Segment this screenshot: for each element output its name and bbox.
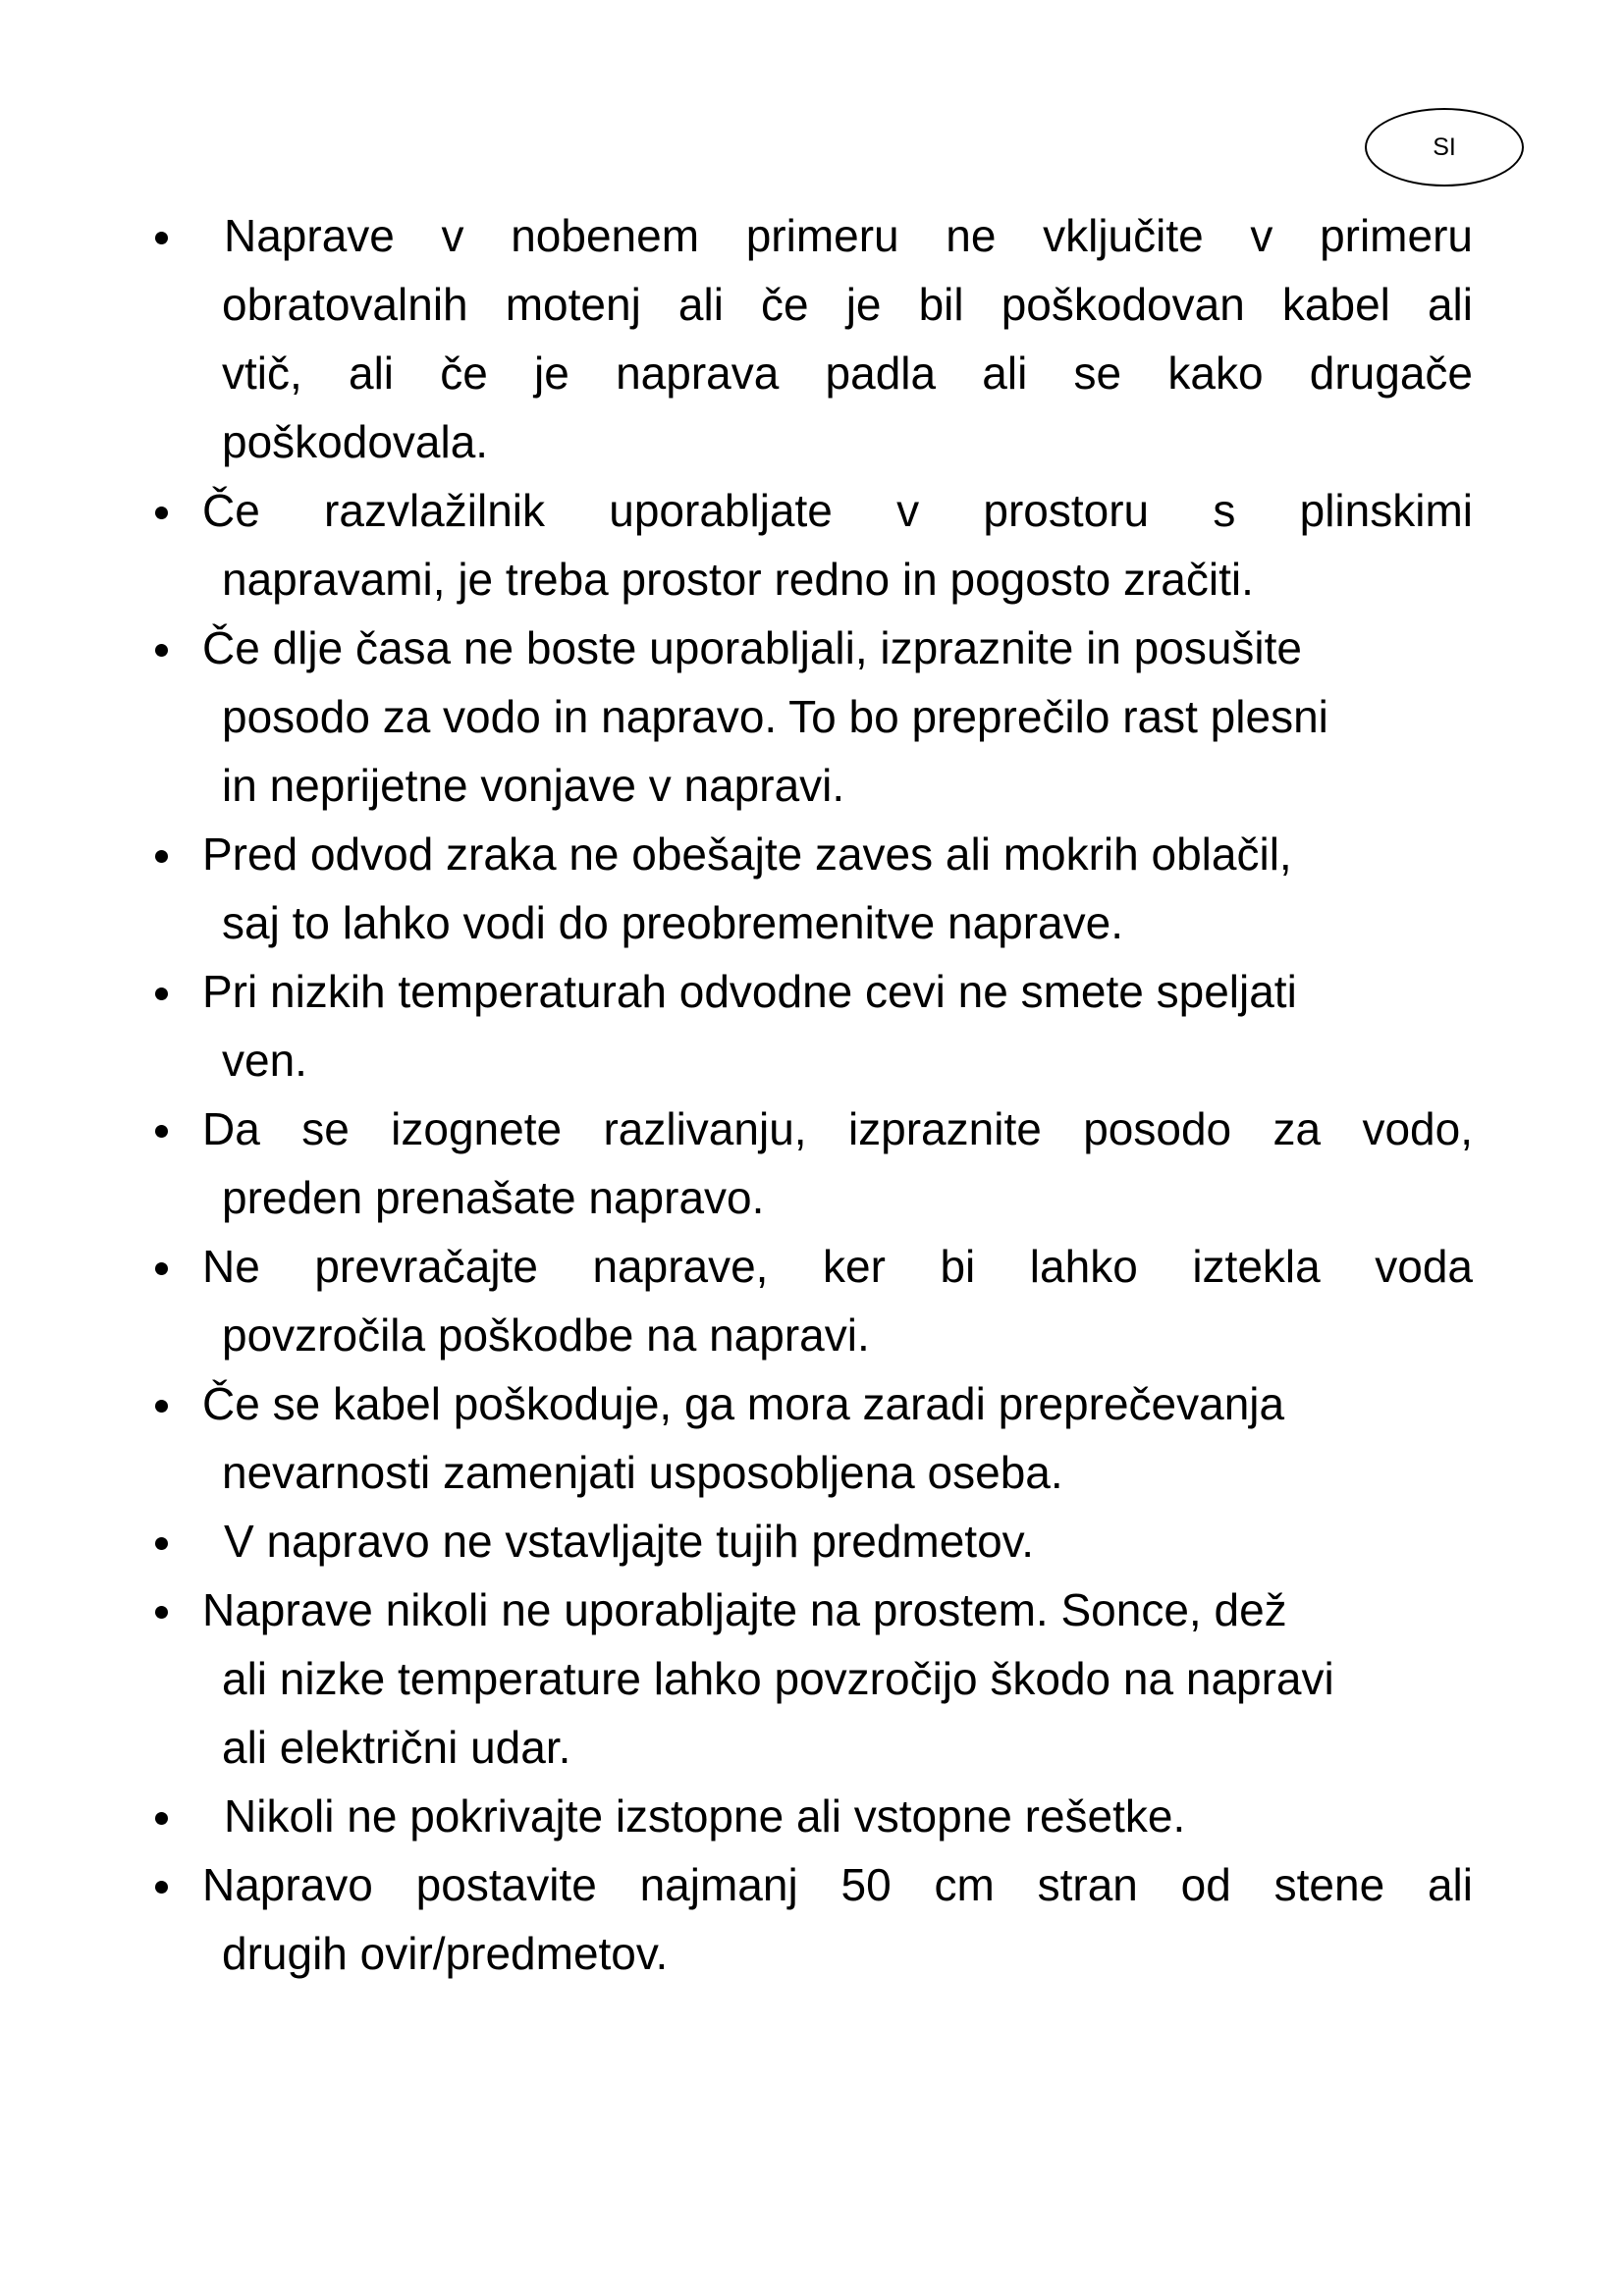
bullet-icon	[155, 850, 168, 863]
list-item-line: obratovalnih motenj ali če je bil poškodovan kabel ali	[222, 279, 1473, 330]
bullet-icon	[155, 1400, 168, 1413]
list-item-line: Če dlje časa ne boste uporabljali, izpraznite in posušite	[202, 622, 1302, 673]
list-item-line: Pred odvod zraka ne obešajte zaves ali mokrih oblačil,	[202, 828, 1292, 880]
bullet-icon	[155, 1812, 168, 1825]
list-item-line: ali električni udar.	[222, 1722, 571, 1773]
list-item-line: Če razvlažilnik uporabljate v prostoru s plinskimi	[202, 485, 1473, 536]
list-item-line: preden prenašate napravo.	[222, 1172, 765, 1223]
list-item-line: poškodovala.	[222, 416, 489, 467]
list-item-line: Pri nizkih temperaturah odvodne cevi ne smete speljati	[202, 966, 1297, 1017]
bullet-icon	[155, 1262, 168, 1275]
list-item-line: drugih ovir/predmetov.	[222, 1928, 669, 1979]
list-item-line: posodo za vodo in napravo. To bo preprečilo rast plesni	[222, 691, 1328, 742]
bullet-icon	[155, 1125, 168, 1138]
list-item-line: ali nizke temperature lahko povzročijo škodo na napravi	[222, 1653, 1334, 1704]
bullet-icon	[155, 1537, 168, 1550]
bullet-icon	[155, 1606, 168, 1619]
list-item-line: napravami, je treba prostor redno in pogosto zračiti.	[222, 554, 1254, 605]
bullet-icon	[155, 507, 168, 519]
list-item-line: Ne prevračajte naprave, ker bi lahko iztekla voda	[202, 1241, 1473, 1292]
list-item-line: ven.	[222, 1035, 307, 1086]
list-item-line: Če se kabel poškoduje, ga mora zaradi preprečevanja	[202, 1378, 1285, 1429]
list-item-line: saj to lahko vodi do preobremenitve naprave.	[222, 897, 1124, 948]
list-item-line: povzročila poškodbe na napravi.	[222, 1309, 870, 1361]
list-item-line: Nikoli ne pokrivajte izstopne ali vstopne rešetke.	[224, 1790, 1186, 1842]
list-item-line: Da se izognete razlivanju, izpraznite posodo za vodo,	[202, 1103, 1473, 1154]
bullet-icon	[155, 644, 168, 657]
list-item-line: vtič, ali če je naprava padla ali se kako drugače	[222, 347, 1473, 399]
list-item-line: Napravo postavite najmanj 50 cm stran od stene ali	[202, 1859, 1473, 1910]
bullet-icon	[155, 988, 168, 1000]
list-item-line: Naprave nikoli ne uporabljajte na prostem. Sonce, dež	[202, 1584, 1287, 1635]
list-item-line: V napravo ne vstavljajte tujih predmetov.	[224, 1516, 1035, 1567]
language-badge: SI	[1365, 108, 1524, 187]
bullet-icon	[155, 1881, 168, 1894]
list-item-line: nevarnosti zamenjati usposobljena oseba.	[222, 1447, 1063, 1498]
list-item-line: Naprave v nobenem primeru ne vključite v primeru	[224, 210, 1473, 261]
bullet-icon	[155, 232, 168, 244]
list-item-line: in neprijetne vonjave v napravi.	[222, 760, 845, 811]
